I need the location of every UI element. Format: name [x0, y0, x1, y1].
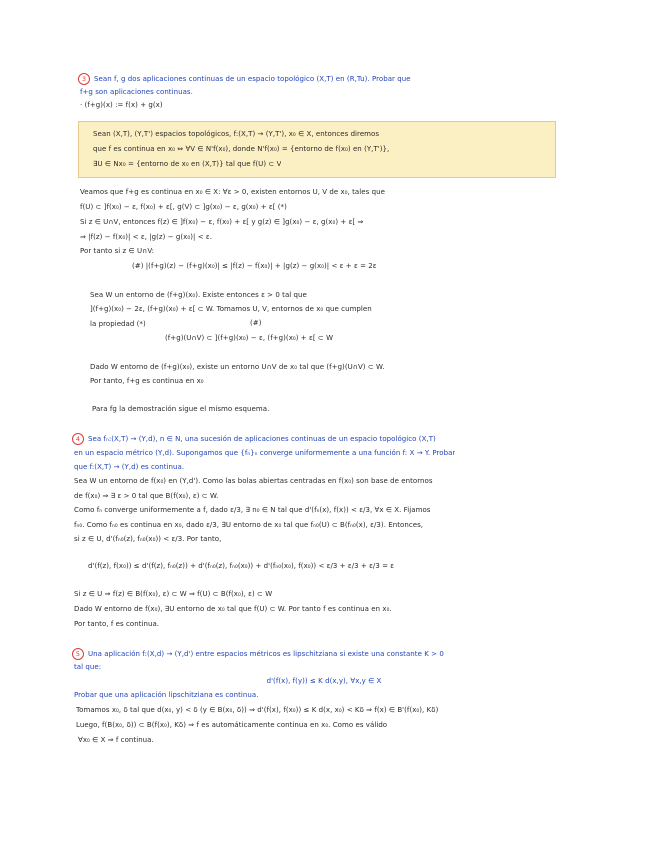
exercise-5-statement-line-4: Probar que una aplicación lipschitziana es continua.: [74, 691, 259, 699]
definition-box-line-2: que f es continua en x₀ ⇔ ∀V ∈ N'f(x₀), donde N'f(x₀) = {entorno de f(x₀) en (Y,T')},: [93, 145, 390, 153]
ex3-proof-line-2: f(U) ⊂ ]f(x₀) − ε, f(x₀) + ε[, g(V) ⊂ ]g(x₀) − ε, g(x₀) + ε[ (*): [80, 203, 287, 211]
ex5-proof-line-2: Luego, f(B(x₀, δ)) ⊂ B(f(x₀), Kδ) ⇒ f es automáticamente continua en x₀. Como es válido: [76, 721, 388, 729]
exercise-5-lipschitz-condition: d'(f(x), f(y)) ≤ K d(x,y), ∀x,y ∈ X: [266, 677, 382, 685]
ex4-proof-line-1: Sea W un entorno de f(x₀) en (Y,d'). Como las bolas abiertas centradas en f(x₀) son base de entornos: [74, 477, 433, 485]
ex4-proof-line-7: Si z ∈ U ⇒ f(z) ∈ B(f(x₀), ε) ⊂ W ⇒ f(U) ⊂ B(f(x₀), ε) ⊂ W: [74, 590, 273, 598]
exercise-4-number-badge: 4: [72, 433, 84, 445]
ex3-proof-line-10: (f+g)(U∩V) ⊂ ](f+g)(x₀) − ε, (f+g)(x₀) + ε[ ⊂ W: [165, 334, 334, 342]
exercise-4-statement-line-1: 4 Sea fₙ:(X,T) → (Y,d), n ∈ N, una sucesión de aplicaciones continuas de un espacio topológico (X,T): [72, 433, 436, 445]
ex4-proof-line-9: Por tanto, f es continua.: [74, 620, 160, 628]
exercise-3-statement-line-1: 3 Sean f, g dos aplicaciones continuas de un espacio topológico (X,T) en (R,Tu). Probar que: [78, 73, 411, 85]
exercise-5-statement-line-1: 5 Una aplicación f:(X,d) → (Y,d') entre espacios métricos es lipschitziana si existe una constante K > 0: [72, 648, 444, 660]
ex3-proof-line-1: Veamos que f+g es continua en x₀ ∈ X: ∀ε > 0, existen entornos U, V de x₀, tales que: [80, 188, 385, 196]
exercise-4-statement-line-2: en un espacio métrico (Y,d). Supongamos que {fₙ}ₙ converge uniformemente a una función f: X → Y. Probar: [74, 449, 456, 457]
ex3-proof-line-12: Por tanto, f+g es continua en x₀: [90, 377, 204, 385]
ex3-proof-line-11: Dado W entorno de (f+g)(x₀), existe un entorno U∩V de x₀ tal que (f+g)(U∩V) ⊂ W.: [90, 363, 385, 371]
ex3-proof-line-9: la propiedad (*): [90, 320, 146, 328]
ex4-proof-line-4: fₙ₀. Como fₙ₀ es continua en x₀, dado ε/3, ∃U entorno de x₀ tal que fₙ₀(U) ⊂ B(fₙ₀(x), ε/3). Entonces,: [74, 521, 424, 529]
ex3-proof-line-5: Por tanto si z ∈ U∩V:: [80, 247, 154, 255]
exercise-3-statement-line-2: f+g son aplicaciones continuas.: [80, 88, 193, 96]
ex3-proof-line-3: Si z ∈ U∩V, entonces f(z) ∈ ]f(x₀) − ε, f(x₀) + ε[ y g(z) ∈ ]g(x₀) − ε, g(x₀) + ε[ ⇒: [80, 218, 364, 226]
exercise-3-number-badge: 3: [78, 73, 90, 85]
ex4-proof-line-5: si z ∈ U, d'(fₙ₀(z), fₙ₀(x₀)) < ε/3. Por tanto,: [74, 535, 222, 543]
ex4-proof-line-2: de f(x₀) ⇒ ∃ ε > 0 tal que B(f(x₀), ε) ⊂ W.: [74, 492, 219, 500]
exercise-5-statement-line-2: tal que:: [74, 663, 102, 671]
ex3-proof-note: (#): [250, 319, 262, 327]
ex4-proof-line-3: Como fₙ converge uniformemente a f, dado ε/3, ∃ n₀ ∈ N tal que d'(fₙ(x), f(x)) < ε/3, ∀x ∈ X. Fijamos: [74, 506, 431, 514]
ex3-proof-line-6: (#) |(f+g)(z) − (f+g)(x₀)| ≤ |f(z) − f(x₀)| + |g(z) − g(x₀)| < ε + ε = 2ε: [132, 262, 377, 270]
ex3-proof-line-7: Sea W un entorno de (f+g)(x₀). Existe entonces ε > 0 tal que: [90, 291, 307, 299]
definition-box-line-1: Sean (X,T), (Y,T') espacios topológicos, f:(X,T) → (Y,T'), x₀ ∈ X, entonces diremos: [93, 130, 380, 138]
ex5-proof-line-3: ∀x₀ ∈ X ⇒ f continua.: [78, 736, 154, 744]
ex4-proof-line-8: Dado W entorno de f(x₀), ∃U entorno de x₀ tal que f(U) ⊂ W. Por tanto f es continua en x₀.: [74, 605, 392, 613]
ex3-proof-line-8: ](f+g)(x₀) − 2ε, (f+g)(x₀) + ε[ ⊂ W. Tomamos U, V, entornos de x₀ que cumplen: [90, 305, 372, 313]
exercise-3-definition: · (f+g)(x) := f(x) + g(x): [80, 101, 163, 109]
exercise-4-statement-line-3: que f:(X,T) → (Y,d) es continua.: [74, 463, 185, 471]
ex3-proof-line-4: ⇒ |f(z) − f(x₀)| < ε, |g(z) − g(x₀)| < ε.: [80, 233, 212, 241]
definition-box-line-3: ∃U ∈ Nx₀ = {entorno de x₀ en (X,T)} tal que f(U) ⊂ V: [93, 160, 282, 168]
ex4-proof-line-6: d'(f(z), f(x₀)) ≤ d'(f(z), fₙ₀(z)) + d'(fₙ₀(z), fₙ₀(x₀)) + d'(fₙ₀(x₀), f(x₀)) < ε/3 + ε/3 + ε/3 = ε: [88, 562, 395, 570]
exercise-5-number-badge: 5: [72, 648, 84, 660]
ex5-proof-line-1: Tomamos x₀, δ tal que d(x₀, y) < δ (y ∈ B(x₀, δ)) ⇒ d'(f(x), f(x₀)) ≤ K d(x, x₀) < Kδ ⇒ f(x) ∈ B'(f(x₀), Kδ): [76, 706, 439, 714]
ex3-proof-line-13: Para fg la demostración sigue el mismo esquema.: [92, 405, 270, 413]
